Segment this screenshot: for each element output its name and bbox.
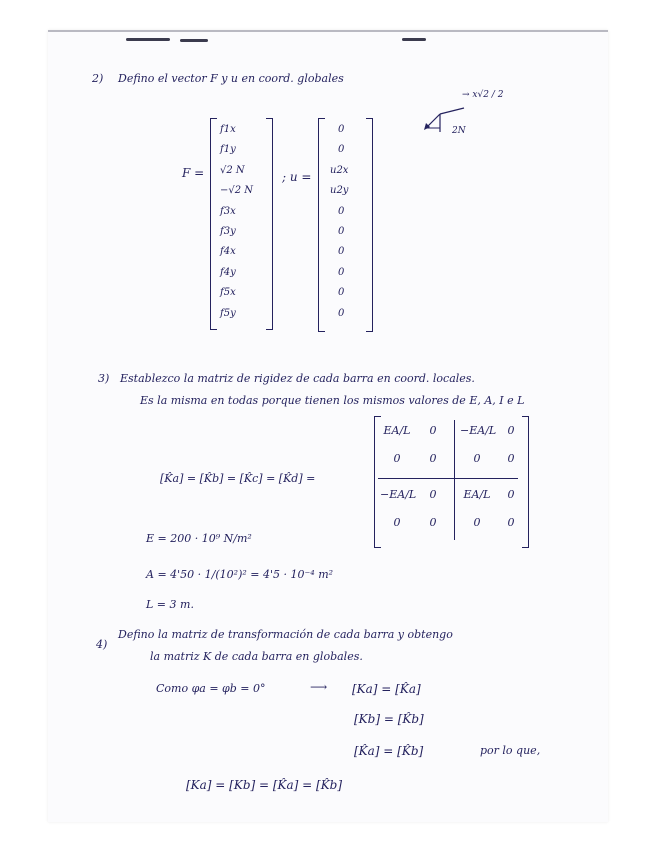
notebook-page	[48, 30, 608, 822]
matrix-cell: 0	[507, 452, 515, 465]
matrix-horizontal-divider	[378, 478, 518, 479]
vector-F-right-bracket	[266, 118, 273, 330]
L-value: L = 3 m.	[146, 598, 194, 611]
vector-u-entry: 0	[338, 205, 345, 217]
section-3-line2: Es la misma en todas porque tienen los mismos valores de E, A, I e L	[140, 394, 525, 407]
vector-F-entry: f3x	[220, 205, 236, 217]
vector-F-left-bracket	[210, 118, 217, 330]
vector-u-entry: 0	[338, 144, 345, 156]
equation-final: [Ka] = [Kb] = [K̂a] = [K̂b]	[186, 778, 343, 792]
matrix-cell: 0	[429, 452, 437, 465]
scribble-mark	[126, 38, 170, 41]
force-arrow-icon	[416, 94, 476, 134]
vector-u-entry: 0	[338, 287, 345, 299]
E-value: E = 200 · 10⁹ N/m²	[146, 532, 252, 545]
matrix-cell: 0	[507, 488, 515, 501]
vector-u-entry: 0	[338, 266, 345, 278]
vector-u-left-bracket	[318, 118, 325, 332]
vector-F-entry: f1y	[220, 144, 236, 156]
matrix-cell: 0	[429, 424, 437, 437]
vector-u-entry: 0	[338, 246, 345, 258]
section-2-number: 2)	[92, 72, 104, 85]
implies-arrow: ⟶	[310, 680, 328, 694]
section-4-line1: Defino la matriz de transformación de cada barra y obtengo	[118, 628, 453, 641]
vector-u-entry: u2x	[330, 164, 349, 176]
matrix-cell: EA/L	[383, 424, 411, 437]
vector-F-entry: −√2 N	[220, 185, 254, 197]
equation-3-tail: por lo que,	[480, 744, 541, 757]
matrix-cell: 0	[393, 516, 401, 529]
matrix-cell: 0	[393, 452, 401, 465]
matrix-cell: 0	[473, 516, 481, 529]
vector-F-entry: f1x	[220, 124, 236, 135]
vector-F-entry: f5y	[220, 307, 236, 319]
matrix-cell: 0	[429, 488, 437, 501]
angle-condition: Como φa = φb = 0°	[156, 682, 266, 695]
section-2-text: Defino el vector F y u en coord. globales	[118, 72, 344, 85]
force-annotation-bottom: 2N	[452, 126, 466, 136]
vector-F-entry: √2 N	[220, 164, 245, 176]
vector-u-right-bracket	[366, 118, 373, 332]
matrix-cell: 0	[507, 516, 515, 529]
matrix-vertical-divider	[454, 420, 455, 540]
vector-u-entry: 0	[338, 226, 345, 237]
vector-u-entry: 0	[338, 307, 345, 319]
vector-u-label: ; u =	[282, 170, 312, 184]
vector-F-label: F =	[182, 166, 205, 180]
section-3-line1: Establezco la matriz de rigidez de cada barra en coord. locales.	[120, 372, 475, 385]
equation-3: [K̂a] = [K̂b]	[354, 744, 424, 758]
vector-u-entry: 0	[338, 124, 345, 135]
section-4-line2: la matriz K de cada barra en globales.	[150, 650, 363, 663]
matrix-cell: −EA/L	[460, 424, 497, 437]
equation-1: [Ka] = [K̂a]	[352, 682, 421, 696]
vector-F-entry: f4x	[220, 246, 236, 258]
matrix-cell: 0	[429, 516, 437, 529]
A-value: A = 4'50 · 1/(10²)² = 4'5 · 10⁻⁴ m²	[146, 568, 334, 581]
equation-2: [Kb] = [K̂b]	[354, 712, 424, 726]
vector-F-entry: f5x	[220, 287, 236, 299]
section-4-number: 4)	[96, 638, 108, 651]
force-annotation-top: → x√2 / 2	[462, 90, 504, 100]
matrix-cell: −EA/L	[380, 488, 417, 501]
matrix-cell: 0	[507, 424, 515, 437]
section-3-number: 3)	[98, 372, 110, 385]
scribble-mark	[402, 38, 426, 41]
vector-F-entry: f4y	[220, 266, 236, 278]
scribble-mark	[180, 39, 208, 42]
vector-F-entry: f3y	[220, 226, 236, 237]
matrix-cell: 0	[473, 452, 481, 465]
vector-u-entry: u2y	[330, 185, 349, 197]
stiffness-equality: [K̂a] = [K̂b] = [K̂c] = [K̂d] =	[160, 472, 316, 485]
matrix-cell: EA/L	[463, 488, 491, 501]
